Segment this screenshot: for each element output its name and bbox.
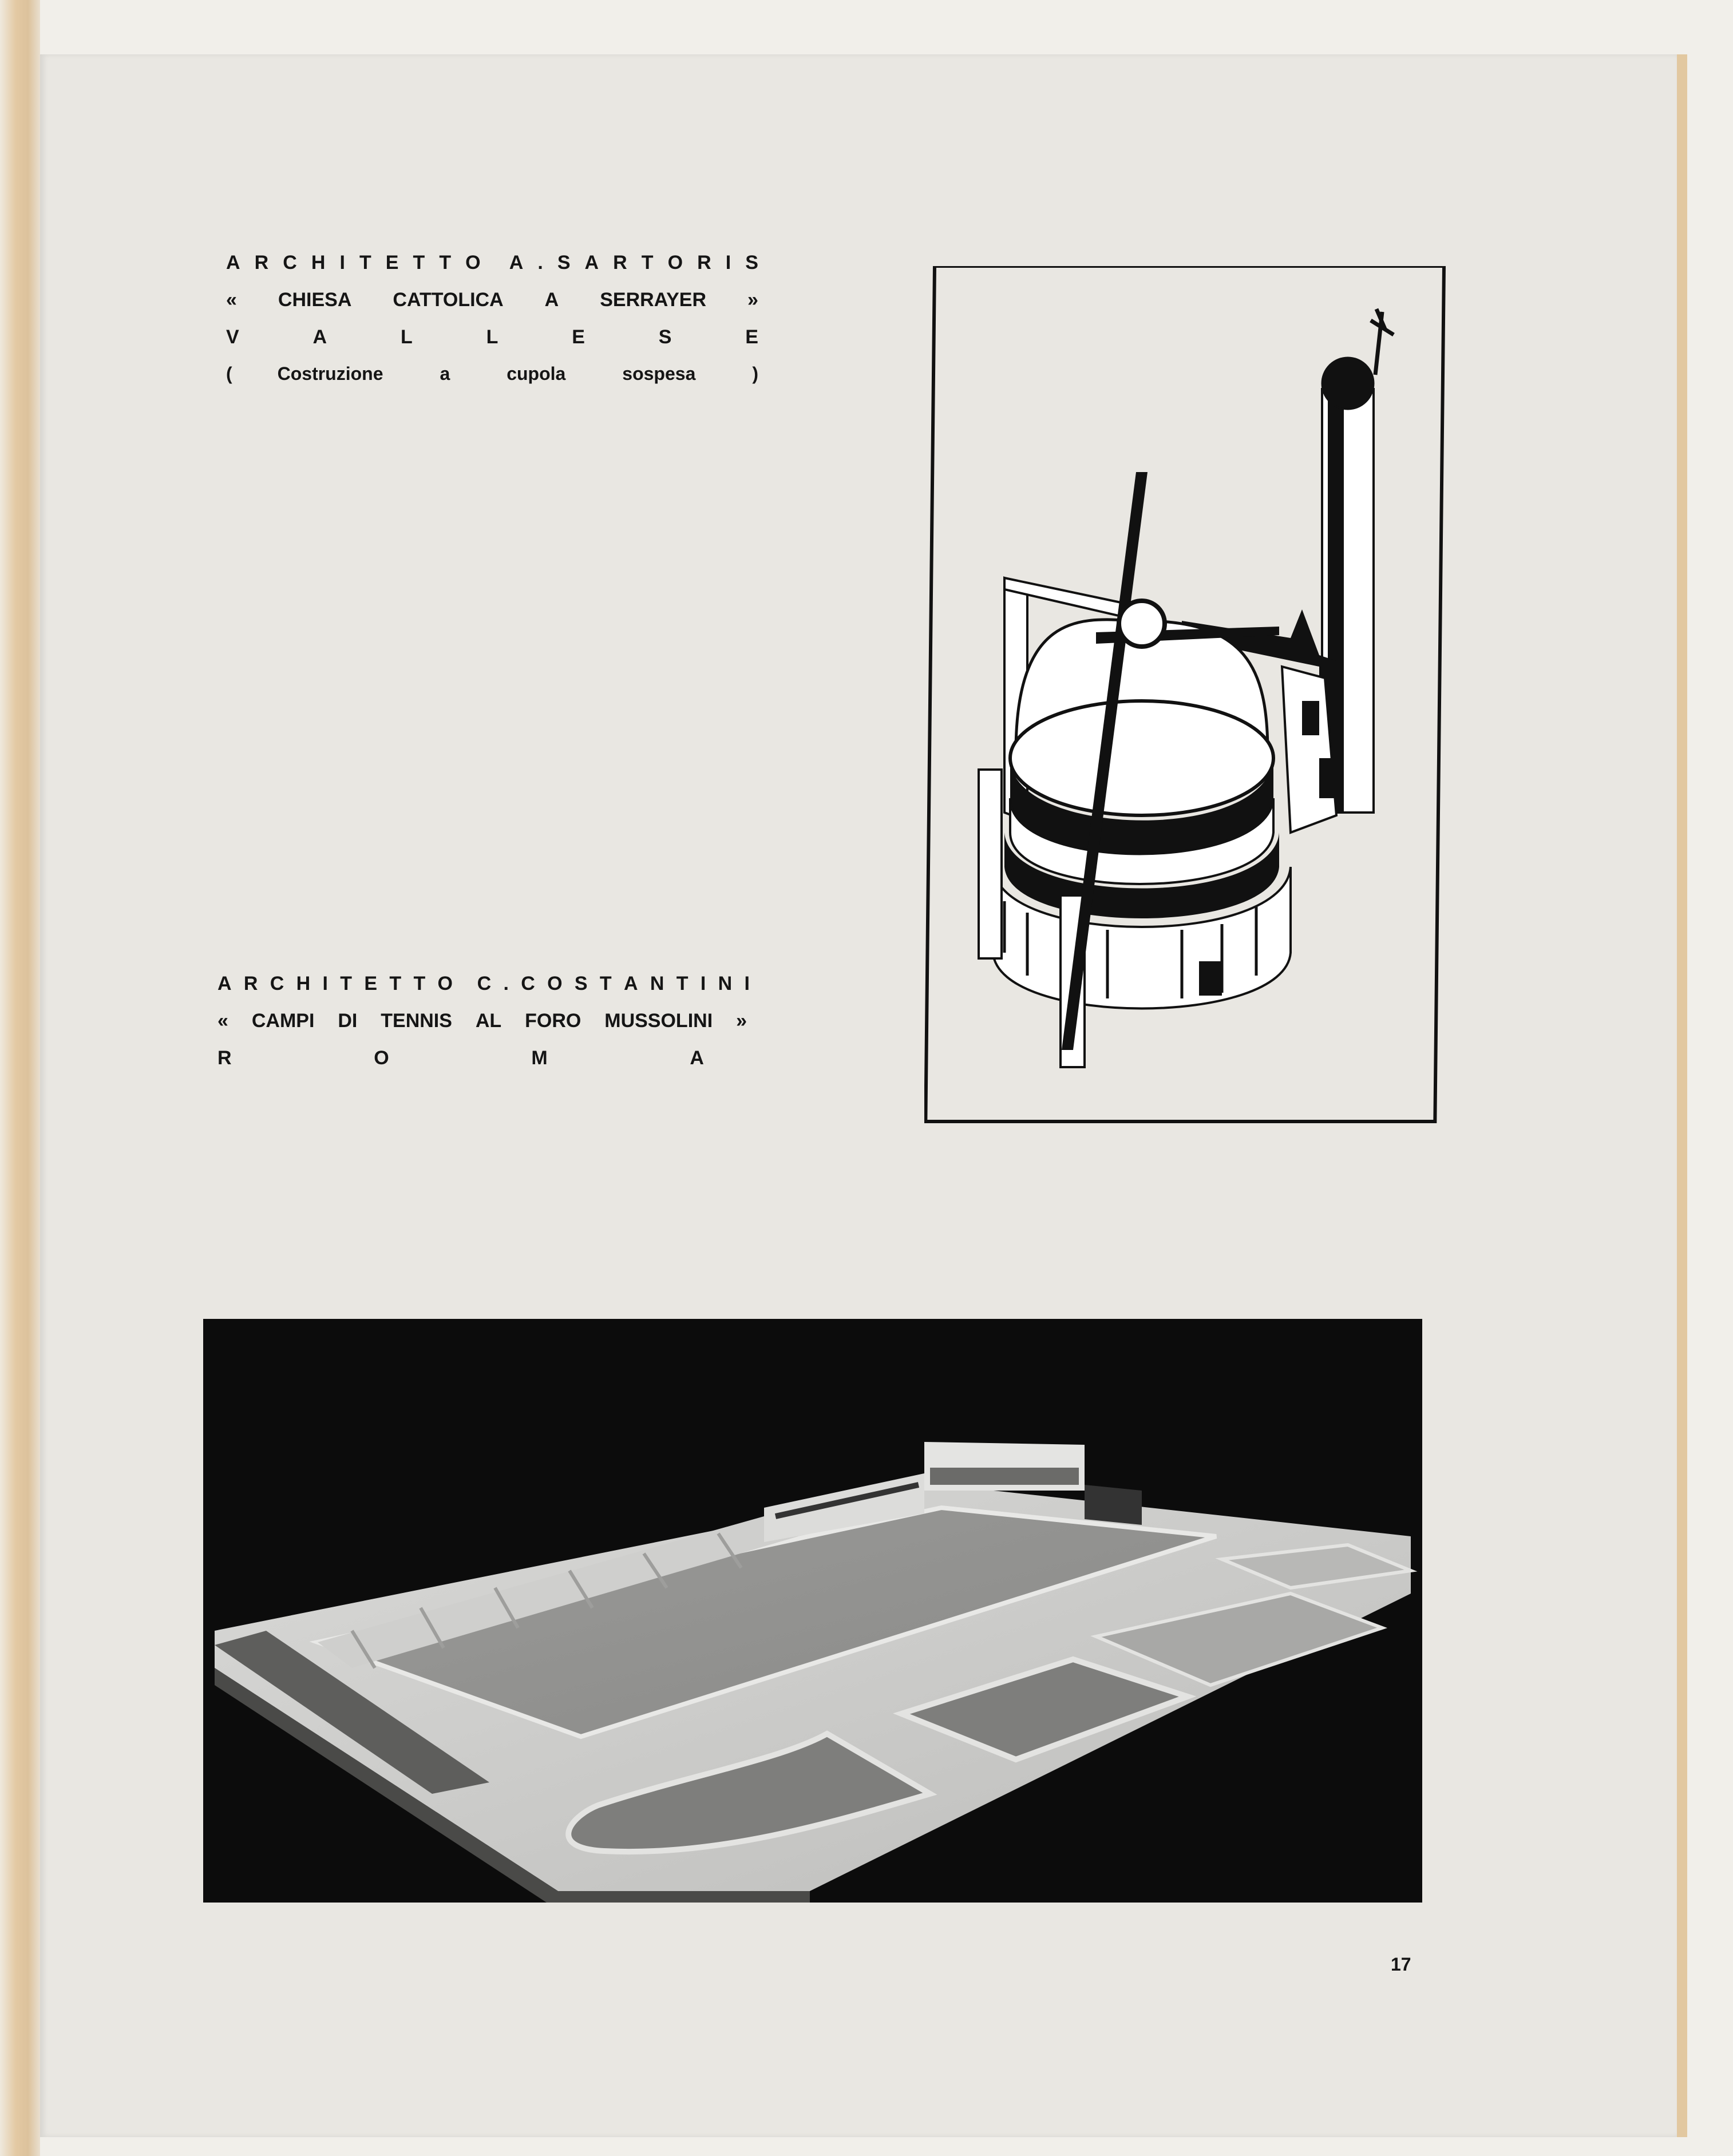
caption-glyph: . bbox=[537, 252, 543, 274]
caption-glyph: . bbox=[503, 973, 509, 994]
caption-glyph: T bbox=[413, 252, 425, 274]
church-axonometric-drawing bbox=[924, 266, 1474, 1130]
caption-glyph: S bbox=[658, 326, 672, 348]
caption-glyph: S bbox=[745, 252, 758, 274]
caption-glyph: I bbox=[339, 252, 345, 274]
caption-word: MUSSOLINI bbox=[604, 1010, 713, 1032]
caption-word: « bbox=[217, 1010, 228, 1032]
caption-glyph: H bbox=[296, 973, 311, 994]
caption-glyph: T bbox=[439, 252, 452, 274]
caption-glyph: A bbox=[312, 326, 327, 348]
caption-glyph: O bbox=[547, 973, 563, 994]
caption-word: AL bbox=[475, 1010, 502, 1032]
caption-word: « bbox=[226, 289, 237, 311]
caption-word: A bbox=[544, 289, 559, 311]
caption-glyph: C bbox=[283, 252, 297, 274]
caption-word: FORO bbox=[525, 1010, 581, 1032]
caption-line bbox=[217, 1047, 704, 1069]
caption-word: Costruzione bbox=[277, 363, 383, 384]
caption-word: ( bbox=[226, 363, 232, 384]
caption-glyph: I bbox=[700, 973, 706, 994]
caption-glyph: T bbox=[676, 973, 689, 994]
caption-line bbox=[226, 252, 758, 274]
caption-glyph: O bbox=[374, 1047, 389, 1069]
caption-glyph: A bbox=[624, 973, 638, 994]
caption-glyph: O bbox=[437, 973, 453, 994]
caption-glyph: E bbox=[364, 973, 378, 994]
caption-glyph: L bbox=[486, 326, 498, 348]
caption-glyph: C bbox=[521, 973, 535, 994]
caption-word: » bbox=[747, 289, 758, 311]
caption-glyph: T bbox=[413, 973, 426, 994]
caption-glyph: A bbox=[584, 252, 599, 274]
caption-glyph: C bbox=[270, 973, 284, 994]
caption-glyph: N bbox=[718, 973, 733, 994]
caption-glyph: R bbox=[217, 1047, 232, 1069]
caption-line bbox=[226, 363, 758, 385]
page-number: 17 bbox=[1391, 1954, 1411, 1975]
caption-glyph: L bbox=[400, 326, 413, 348]
caption-costantini bbox=[217, 973, 750, 1144]
caption-glyph: I bbox=[725, 252, 731, 274]
caption-word: sospesa bbox=[622, 363, 696, 384]
caption-glyph: C bbox=[477, 973, 492, 994]
caption-word: CHIESA bbox=[278, 289, 352, 311]
caption-glyph: T bbox=[599, 973, 612, 994]
caption-word: DI bbox=[338, 1010, 358, 1032]
caption-glyph: T bbox=[641, 252, 654, 274]
caption-glyph: H bbox=[311, 252, 326, 274]
caption-glyph: S bbox=[574, 973, 588, 994]
caption-word: ) bbox=[752, 363, 758, 384]
caption-glyph: T bbox=[340, 973, 353, 994]
book-spine bbox=[0, 0, 40, 2156]
caption-word: SERRAYER bbox=[600, 289, 707, 311]
caption-glyph: E bbox=[385, 252, 399, 274]
caption-line bbox=[226, 289, 758, 311]
caption-glyph: R bbox=[243, 973, 258, 994]
caption-line bbox=[217, 973, 750, 995]
caption-glyph: E bbox=[745, 326, 758, 348]
caption-line bbox=[226, 326, 758, 348]
caption-glyph: A bbox=[217, 973, 232, 994]
caption-line bbox=[217, 1010, 747, 1032]
caption-glyph: E bbox=[572, 326, 585, 348]
caption-word: cupola bbox=[507, 363, 566, 384]
caption-glyph: A bbox=[226, 252, 240, 274]
magazine-page bbox=[40, 54, 1687, 2137]
caption-word: » bbox=[736, 1010, 747, 1032]
caption-word: a bbox=[440, 363, 450, 384]
caption-glyph: R bbox=[254, 252, 269, 274]
caption-glyph: M bbox=[531, 1047, 548, 1069]
caption-sartoris bbox=[226, 252, 758, 458]
caption-glyph: A bbox=[690, 1047, 704, 1069]
caption-word: CATTOLICA bbox=[393, 289, 504, 311]
caption-glyph: R bbox=[697, 252, 711, 274]
caption-glyph: V bbox=[226, 326, 239, 348]
caption-word: TENNIS bbox=[381, 1010, 452, 1032]
caption-glyph: N bbox=[650, 973, 664, 994]
caption-glyph: O bbox=[465, 252, 481, 274]
caption-glyph: S bbox=[557, 252, 571, 274]
caption-glyph: A bbox=[509, 252, 524, 274]
caption-glyph: T bbox=[389, 973, 402, 994]
caption-word: CAMPI bbox=[251, 1010, 315, 1032]
caption-glyph: I bbox=[744, 973, 750, 994]
caption-glyph: T bbox=[359, 252, 371, 274]
tennis-courts-model-photo bbox=[203, 1319, 1422, 1903]
caption-glyph: O bbox=[667, 252, 683, 274]
caption-glyph: R bbox=[613, 252, 627, 274]
caption-glyph: I bbox=[322, 973, 328, 994]
